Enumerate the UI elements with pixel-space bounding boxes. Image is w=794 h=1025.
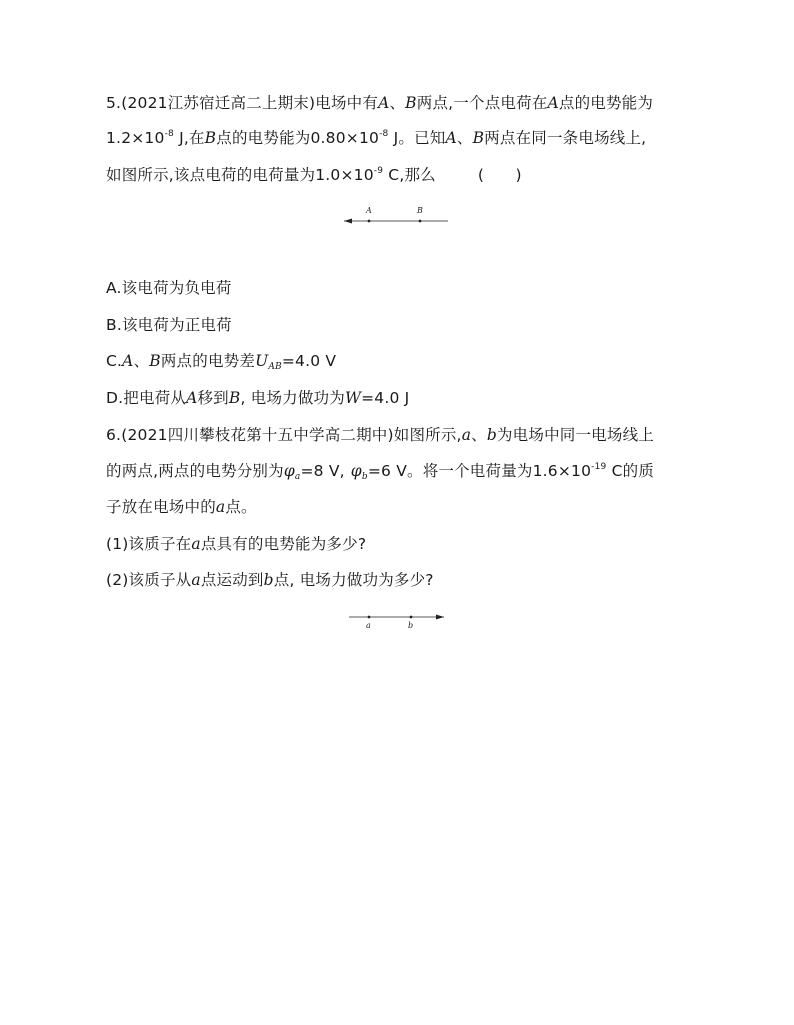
q6-text: (1)该质子在 [106,535,192,553]
label-a: A [366,206,372,215]
point-b: B [405,94,417,112]
point-b-dot [410,616,413,619]
potential-subscript: a [294,472,301,482]
q5-text: 电场中有 [315,94,379,112]
separator: 、 [133,352,150,370]
q5-text: 两点,一个点电荷在 [416,94,548,112]
q5-text: 点的电势能为 [216,129,311,147]
q6-source: (2021四川攀枝花第十五中学高二期中) [121,426,394,444]
option-text: 移到 [197,389,229,407]
q6-text: C的质 [606,462,655,480]
charge-value: 1.6×10 [532,462,592,480]
point-b-lower: b [486,426,497,444]
separator: 、 [471,426,487,444]
q6-line-1 [106,425,654,445]
point-b-lower: b [263,571,274,589]
label-b: b [408,621,414,630]
q6-number: 6. [106,426,122,444]
option-text: 该电荷为正电荷 [121,316,232,334]
q5-number: 5. [106,94,122,112]
q6-text: 如图所示, [393,426,462,444]
voltage-symbol: U [255,352,269,370]
q5-text: J。已知 [388,129,446,147]
point-a: A [122,352,134,370]
option-c [106,351,336,371]
potential-symbol: φ [350,462,362,480]
q6-sub-question-2 [106,570,434,590]
potential-value-a: =8 V, [300,462,345,480]
option-text: =4.0 V [281,352,337,370]
q5-text: C,那么 [383,166,436,184]
q6-text: 点。 [225,498,257,516]
q5-separator: 、 [456,129,473,147]
point-b: B [472,129,485,147]
q6-text: 点具有的电势能为多少? [200,535,367,553]
label-a: a [366,621,371,630]
energy-value-b: 0.80×10 [310,129,380,147]
work-symbol: W [344,389,362,407]
option-text: , 电场力做功为 [240,389,345,407]
voltage-subscript: AB [268,362,282,372]
q6-field-line-figure [346,608,448,632]
answer-bracket: ( ) [477,166,522,184]
q5-separator: 、 [389,94,406,112]
exponent: -8 [379,129,389,139]
point-a: A [186,389,198,407]
option-text: 两点的电势差 [160,352,256,370]
point-a-lower: a [215,498,226,516]
point-a: A [445,129,457,147]
q6-line-2 [106,461,654,481]
point-a-lower: a [191,535,201,553]
option-b [106,315,232,335]
q5-line-3 [106,165,522,185]
q6-text: (2)该质子从 [106,571,192,589]
q5-line-1 [106,93,653,113]
q6-text: 子放在电场中的 [106,498,216,516]
option-prefix: C. [106,352,123,370]
option-text: =4.0 J [361,389,410,407]
point-a-lower: a [191,571,201,589]
option-d [106,388,409,408]
q5-text: 点的电势能为 [558,94,654,112]
point-a-dot [368,616,371,619]
q5-field-line-figure [340,203,452,227]
q5-text: 如图所示,该点电荷的电荷量为 [106,166,316,184]
option-text: 把电荷从 [123,389,187,407]
option-a [106,278,232,298]
point-a-lower: a [461,426,472,444]
q5-source: (2021江苏宿迁高二上期末) [121,94,316,112]
option-prefix: A. [106,279,122,297]
energy-value-a: 1.2×10 [106,129,165,147]
exponent: -9 [373,166,384,176]
q6-text: 的两点,两点的电势分别为 [106,462,284,480]
label-b: B [417,206,423,215]
option-prefix: D. [106,389,124,407]
option-text: 该电荷为负电荷 [121,279,232,297]
q5-text: J,在 [173,129,205,147]
arrow-left-icon [344,219,352,224]
potential-symbol: φ [283,462,295,480]
option-prefix: B. [106,316,122,334]
potential-subscript: b [361,472,368,482]
point-b: B [204,129,217,147]
q6-text: 点运动到 [200,571,264,589]
point-b: B [149,352,161,370]
point-b: B [228,389,241,407]
charge-value: 1.0×10 [315,166,374,184]
q5-text: 两点在同一条电场线上, [484,129,647,147]
exponent: -8 [164,129,174,139]
point-a: A [378,94,390,112]
q5-line-2 [106,128,646,148]
point-b-dot [419,220,422,223]
arrow-right-icon [436,615,444,620]
q6-text: 为电场中同一电场线上 [496,426,654,444]
potential-value-b: =6 V。将一个电荷量为 [367,462,533,480]
exponent: -19 [591,462,607,472]
q6-text: 点, 电场力做功为多少? [273,571,434,589]
q6-line-3 [106,497,257,517]
point-a-dot [368,220,371,223]
point-a: A [547,94,559,112]
q6-sub-question-1 [106,534,366,554]
